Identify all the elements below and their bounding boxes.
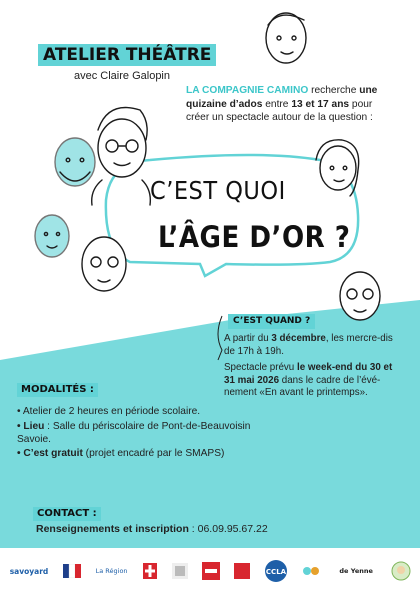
intro-text: pour créer un spectacle autour de la question : [186,98,373,123]
contact-line [36,523,268,535]
intro-bold: 13 et 17 ans [291,98,350,110]
when-text [224,333,396,404]
intro-text: entre [262,98,292,110]
contact-label: CONTACT : [33,507,101,521]
face-old-man [82,237,126,291]
logo-partner-d [300,560,322,582]
modalite-item [17,421,257,447]
logo-savoyard: savoyard [9,566,49,576]
question-line-2: L’ÂGE D’OR ? [158,220,351,254]
modalite-item [17,448,257,461]
page-subtitle: avec Claire Galopin [74,70,170,82]
contact-text: Renseignements et inscription [36,523,189,535]
when-text-part: A partir du [224,333,272,344]
logo-partner-c [233,560,251,582]
modalite-bold: • C’est gratuit [17,448,83,460]
modalite-text: (projet encadré par le SMAPS) [82,448,225,460]
logo-savoie [141,560,159,582]
face-man-glasses [340,272,380,320]
face-bearded [55,138,95,186]
face-top-center [266,13,306,63]
logo-yenne: de Yenne [339,567,373,575]
when-label: C’EST QUAND ? [228,314,315,329]
page-title: ATELIER THÉÂTRE [38,44,216,66]
modalite-bold: • Lieu [17,420,45,432]
when-text-part: Spectacle prévu [224,362,297,373]
logo-region: La Région [95,567,128,575]
when-text-part: dans le cadre de l’évé-nement «En avant le printemps». [224,374,381,398]
intro-text: recherche [308,85,360,96]
partner-logos [8,555,412,587]
question-line-1: C’EST QUOI [150,176,286,205]
contact-phone[interactable]: : 06.09.95.67.22 [188,523,268,535]
when-text-part: , les mercre-dis de 17h à 19h. [224,333,393,357]
logo-partner-a [171,560,189,582]
logo-republique [62,560,82,582]
modalite-item: • Atelier de 2 heures en période scolaire. [17,406,201,417]
modalites-list [17,406,257,463]
when-show [224,362,396,400]
when-show-date: le week-end du 30 et 31 mai 2026 [224,362,393,386]
logo-partner-b [201,560,221,582]
logo-partner-e [390,560,412,582]
when-schedule [224,333,396,358]
company-name: LA COMPAGNIE CAMINO [186,85,309,96]
face-kid [35,215,69,257]
intro-bold: une quizaine d’ados [186,85,378,110]
modalites-label: MODALITÉS : [17,383,98,397]
when-date: 3 décembre [271,333,326,344]
logo-ccla [263,560,289,582]
modalite-text: : Salle du périscolaire de Pont-de-Beauvoisin Savoie. [17,420,251,445]
logo-ccla-text: CCLA [265,568,286,576]
intro-paragraph [186,84,396,125]
